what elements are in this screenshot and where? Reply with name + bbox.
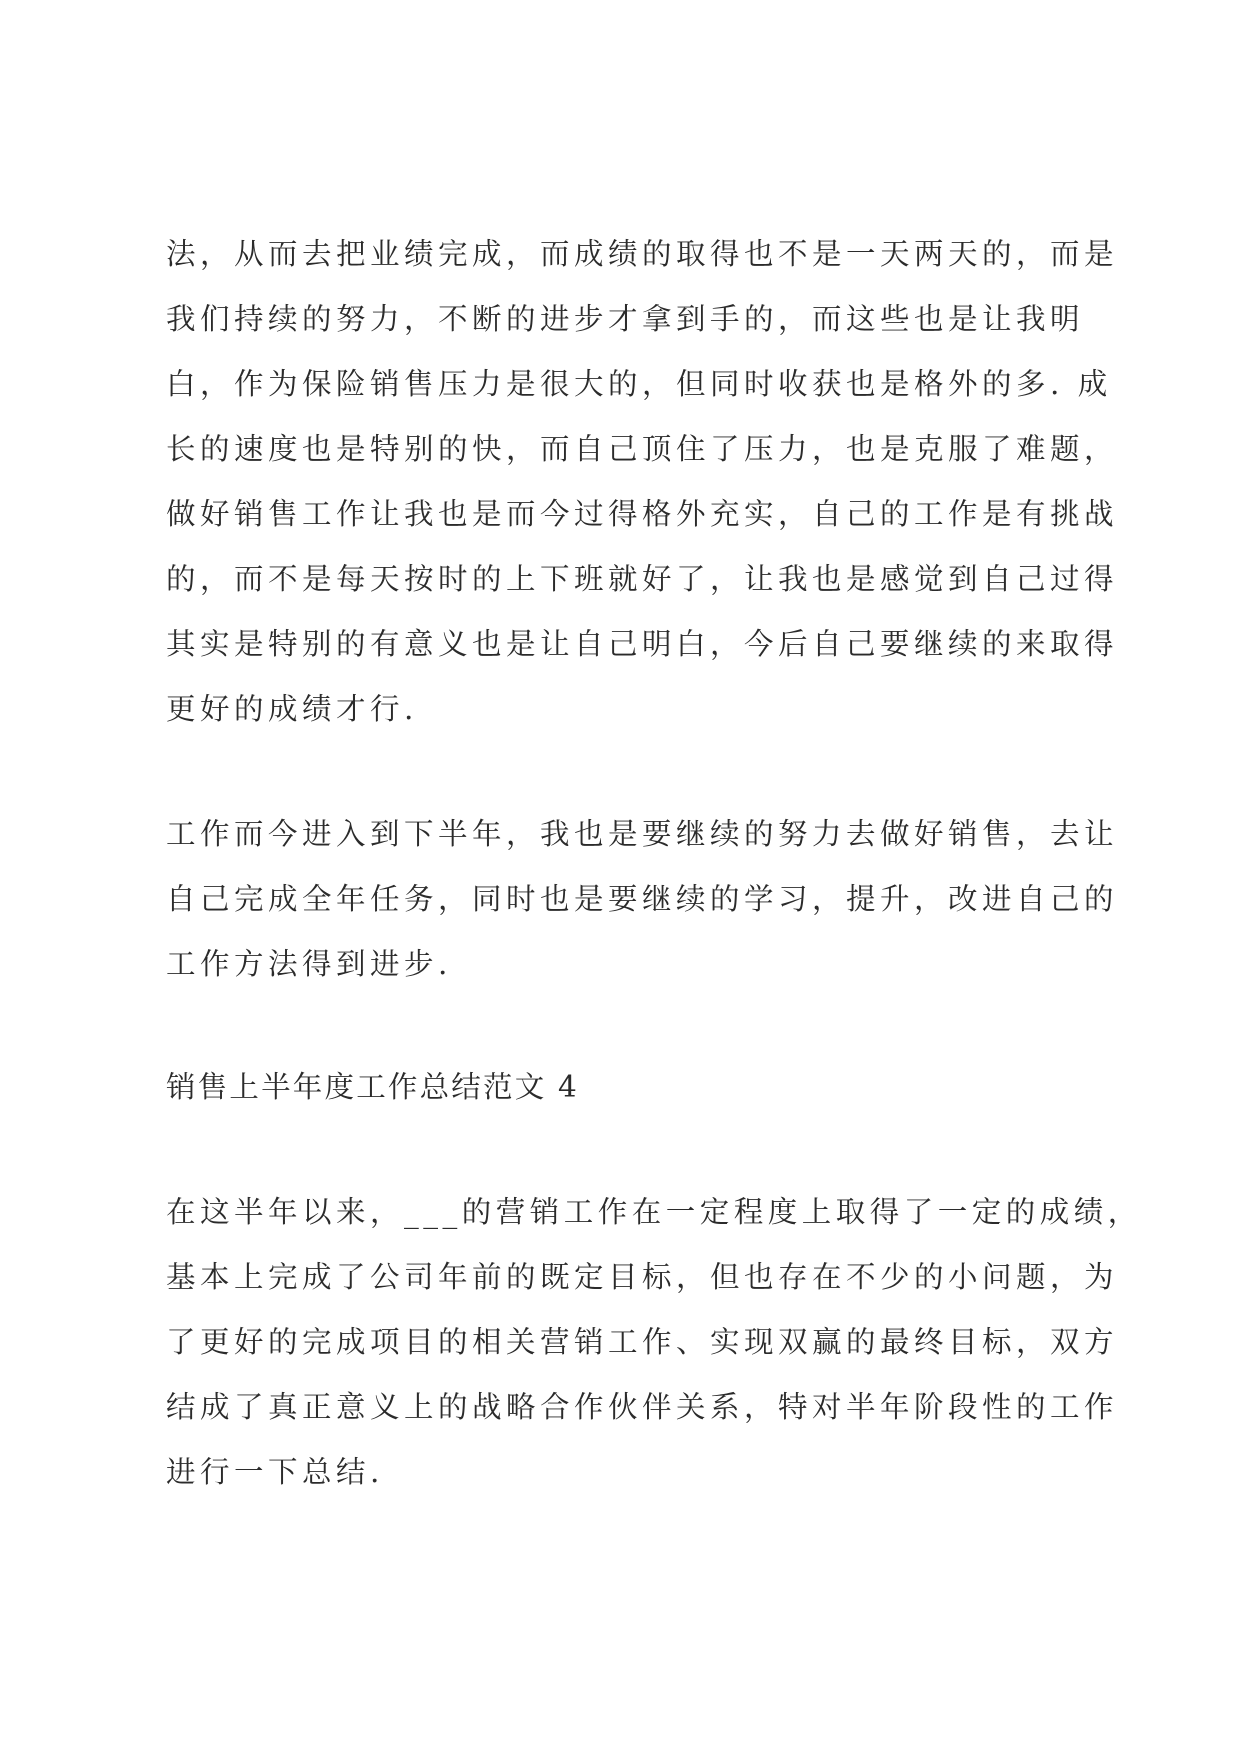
text-line: 基本上完成了公司年前的既定目标，但也存在不少的小问题，为 — [166, 1260, 1119, 1294]
paragraph-spacer — [166, 997, 1096, 1055]
paragraph-spacer — [166, 1120, 1096, 1180]
text-line: 做好销售工作让我也是而今过得格外充实，自己的工作是有挑战 — [166, 497, 1119, 531]
section-heading — [166, 1055, 1096, 1120]
text-line: 更好的成绩才行. — [166, 692, 418, 726]
text-line: 长的速度也是特别的快，而自己顶住了压力，也是克服了难题， — [166, 432, 1119, 466]
text-line: 其实是特别的有意义也是让自己明白，今后自己要继续的来取得 — [166, 627, 1119, 661]
text-line: 了更好的完成项目的相关营销工作、实现双赢的最终目标，双方 — [166, 1325, 1119, 1359]
text-line: 工作方法得到进步. — [166, 947, 452, 981]
document-body — [166, 222, 1142, 1505]
paragraph-2 — [166, 802, 1119, 997]
paragraph-3 — [166, 1180, 1142, 1505]
text-line: 进行一下总结. — [166, 1455, 384, 1489]
text-line: 我们持续的努力，不断的进步才拿到手的，而这些也是让我明 — [166, 302, 1085, 336]
text-line: 在这半年以来，___的营销工作在一定程度上取得了一定的成绩， — [166, 1195, 1142, 1229]
text-line: 工作而今进入到下半年，我也是要继续的努力去做好销售，去让 — [166, 817, 1119, 851]
text-line: 的，而不是每天按时的上下班就好了，让我也是感觉到自己过得 — [166, 562, 1119, 596]
text-line: 法，从而去把业绩完成，而成绩的取得也不是一天两天的，而是 — [166, 237, 1119, 271]
text-line: 白，作为保险销售压力是很大的，但同时收获也是格外的多. 成 — [166, 367, 1112, 401]
section-heading-text: 销售上半年度工作总结范文 4 — [166, 1070, 579, 1104]
paragraph-1 — [166, 222, 1119, 742]
text-line: 自己完成全年任务，同时也是要继续的学习，提升，改进自己的 — [166, 882, 1119, 916]
paragraph-spacer — [166, 742, 1096, 802]
text-line: 结成了真正意义上的战略合作伙伴关系，特对半年阶段性的工作 — [166, 1390, 1119, 1424]
